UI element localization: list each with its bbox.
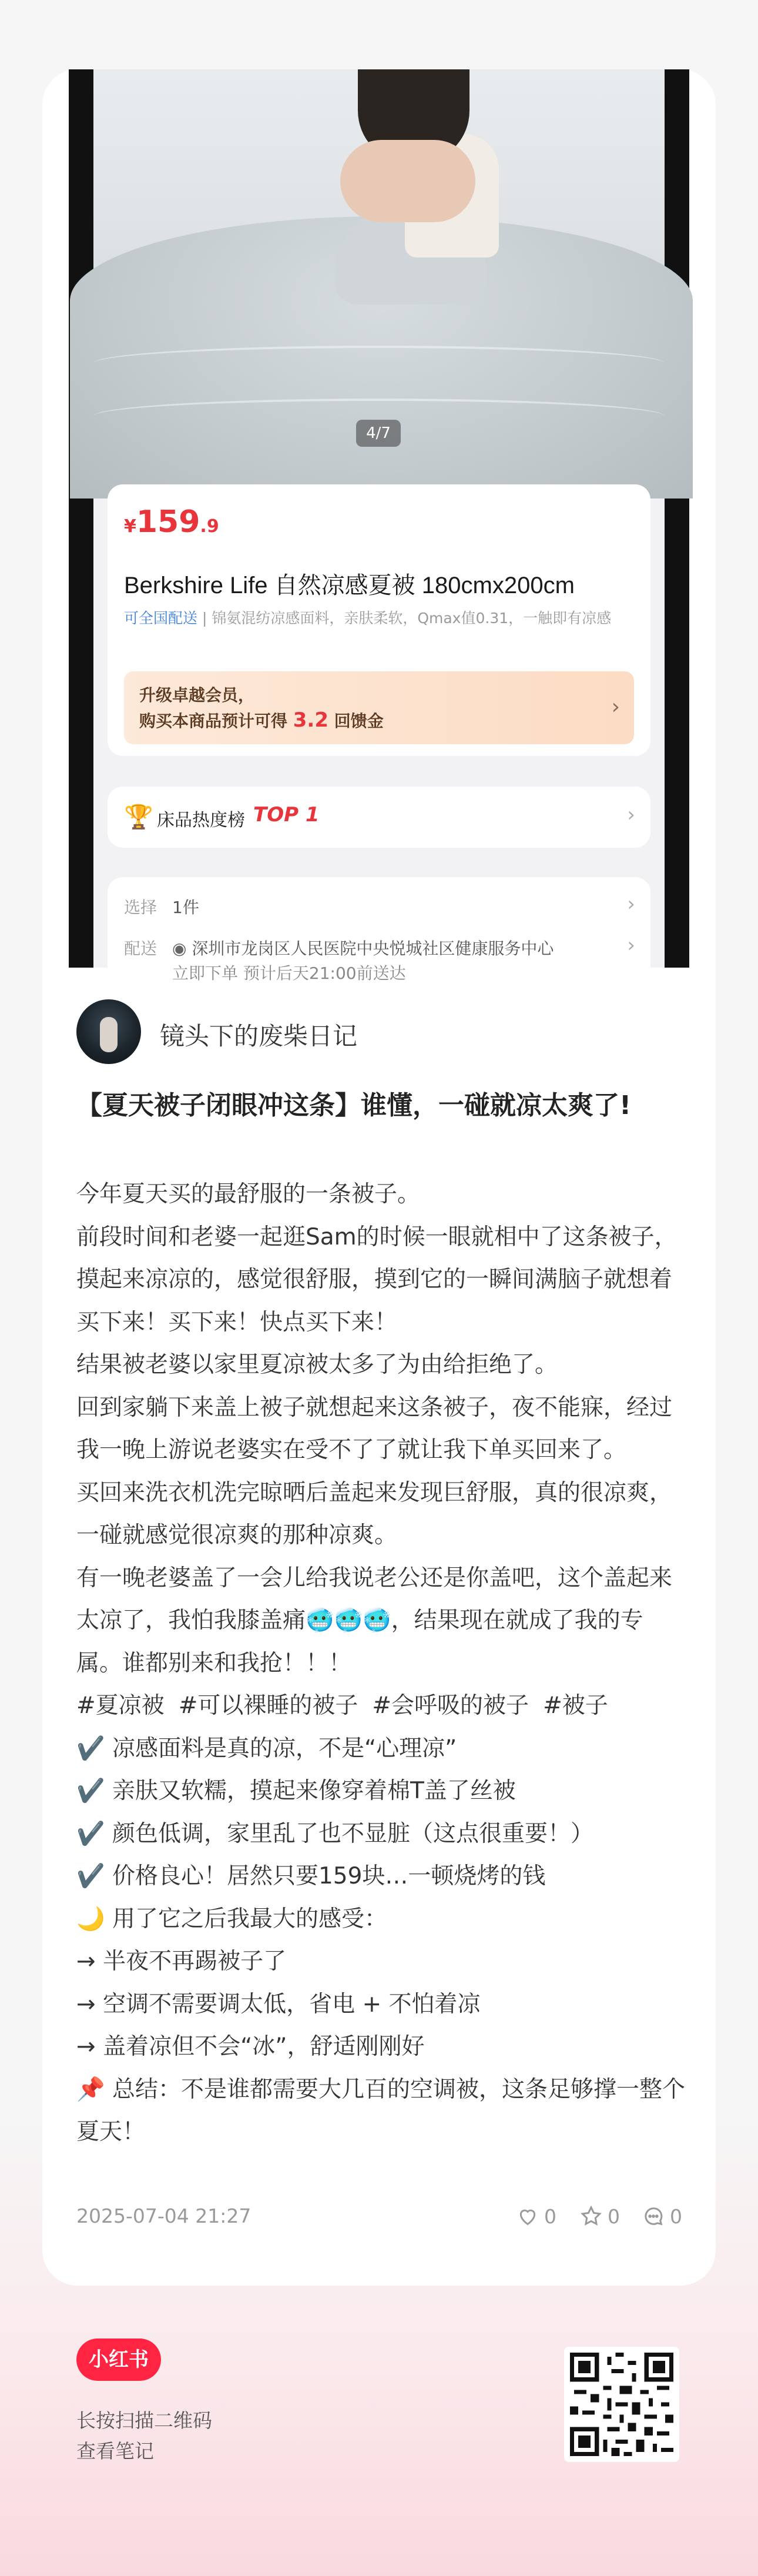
comment-icon (642, 2204, 665, 2228)
post-point: ✔️ 亲肤又软糯，摸起来像穿着棉T盖了丝被 (76, 1778, 516, 1804)
quilt-wave (93, 346, 665, 381)
collect-button[interactable]: 0 (579, 2204, 620, 2228)
tag-list (76, 1685, 687, 1728)
post-point: → 半夜不再踢被子了 (76, 1948, 287, 1975)
product-features: 可全国配送 | 锦氨混纺凉感面料，亲肤柔软，Qmax值0.31，一触即有凉感 (124, 610, 612, 627)
comment-button[interactable]: 0 (642, 2204, 682, 2228)
post-point: → 盖着凉但不会“冰”，舒适刚刚好 (76, 2033, 425, 2060)
product-title: Berkshire Life 自然凉感夏被 180cmx200cm (124, 573, 575, 598)
product-image[interactable] (93, 69, 665, 463)
delivery-tag: 可全国配送 (124, 610, 198, 627)
tag-link[interactable]: #夏凉被 (76, 1692, 165, 1719)
post-paragraph: 今年夏天买的最舒服的一条被子。 (76, 1181, 421, 1207)
post-paragraph: 结果被老婆以家里夏凉被太多了为由给拒绝了。 (76, 1351, 558, 1378)
model-figure (317, 69, 505, 305)
post-meta (76, 2204, 682, 2234)
avatar[interactable] (76, 999, 141, 1064)
member-banner[interactable]: 升级卓越会员， 购买本商品预计可得 3.2 回馈金 › (124, 671, 634, 744)
chevron-right-icon: › (627, 892, 635, 916)
rank-row[interactable]: 🏆 床品热度榜 TOP 1 › (108, 787, 650, 848)
delivery-row[interactable]: 配送 ◉ 深圳市龙岗区人民医院中央悦城社区健康服务中心 (124, 939, 554, 958)
heart-icon (516, 2204, 539, 2228)
xiaohongshu-logo: 小红书 (76, 2339, 161, 2381)
post-point: ✔️ 价格良心！居然只要159块…一顿烧烤的钱 (76, 1863, 546, 1889)
location-icon: ◉ (172, 939, 192, 958)
post-paragraph: 买回来洗衣机洗完晾晒后盖起来发现巨舒服，真的很凉爽，一碰就感觉很凉爽的那种凉爽。 (76, 1479, 673, 1548)
trophy-icon: 🏆 (124, 804, 153, 831)
post-point: 🌙 用了它之后我最大的感受： (76, 1905, 387, 1932)
image-counter: 4/7 (356, 420, 401, 447)
author-name[interactable]: 镜头下的废柴日记 (160, 1022, 358, 1051)
like-button[interactable]: 0 (516, 2204, 556, 2228)
post-paragraph: 回到家躺下来盖上被子就想起来这条被子，夜不能寐，经过我一晚上游说老婆实在受不了了就让我下单买回来了。 (76, 1394, 673, 1463)
post-point: → 空调不需要调太低，省电 + 不怕着凉 (76, 1990, 481, 2018)
select-row[interactable]: 选择 1件 (124, 898, 199, 917)
product-page (93, 69, 665, 983)
tag-link[interactable]: #被子 (543, 1692, 608, 1719)
post-body (76, 1173, 687, 2154)
tag-link[interactable]: #会呼吸的被子 (372, 1692, 529, 1719)
post-paragraph: 前段时间和老婆一起逛Sam的时候一眼就相中了这条被子，摸起来凉凉的，感觉很舒服，摸到它的一瞬间满脑子就想着买下来！买下来！快点买下来！ (76, 1223, 677, 1336)
tag-link[interactable]: #可以裸睡的被子 (178, 1692, 358, 1719)
qr-code[interactable] (564, 2347, 679, 2462)
chevron-right-icon: › (627, 803, 635, 827)
post-title: 【夏天被子闭眼冲这条】谁懂，一碰就凉太爽了! (76, 1090, 632, 1120)
post-point: ✔️ 颜色低调，家里乱了也不显脏（这点很重要！） (76, 1820, 593, 1847)
star-icon (579, 2204, 603, 2228)
post-point: 📌 总结：不是谁都需要大几百的空调被，这条足够撑一整个夏天！ (76, 2076, 685, 2145)
post-point: ✔️ 凉感面料是真的凉，不是“心理凉” (76, 1735, 457, 1762)
chevron-right-icon: › (611, 695, 620, 719)
qr-hint: 长按扫描二维码 查看笔记 (76, 2409, 212, 2463)
price: ¥159.9 (124, 504, 219, 540)
product-screenshot (69, 69, 689, 983)
chevron-right-icon: › (627, 934, 635, 957)
note-card (42, 69, 716, 2286)
post-date: 2025-07-04 21:27 (76, 2204, 251, 2227)
price-panel (108, 484, 650, 756)
post-paragraph: 有一晚老婆盖了一会儿给我说老公还是你盖吧，这个盖起来太凉了，我怕我膝盖痛🥶🥶🥶，结果现在就成了我的专属。谁都别来和我抢！！！ (76, 1564, 673, 1677)
options-panel (108, 877, 650, 995)
delivery-eta: 立即下单 预计后天21:00前送达 (172, 964, 406, 983)
